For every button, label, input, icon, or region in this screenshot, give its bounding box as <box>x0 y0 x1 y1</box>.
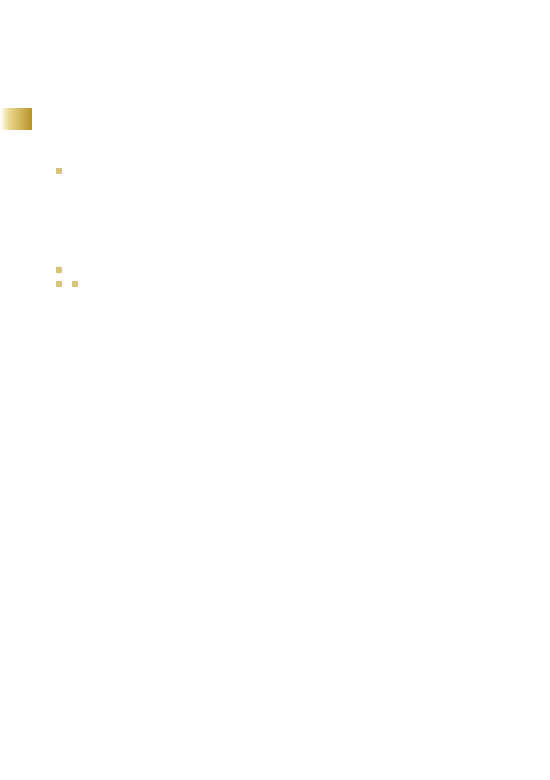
discount50-options <box>56 264 506 278</box>
gold-bullet-icon <box>56 168 62 174</box>
gold-bullet-icon <box>56 281 62 287</box>
gold-bullet-icon <box>72 281 78 287</box>
bottom-dotted-wave-decoration <box>0 500 550 780</box>
gold-bullet-icon <box>56 267 62 273</box>
list-item <box>56 264 506 278</box>
early-bird-list <box>56 165 506 179</box>
top-dotted-wave-decoration <box>0 0 550 70</box>
heading-accent-bar <box>0 108 32 130</box>
list-item <box>56 165 506 179</box>
